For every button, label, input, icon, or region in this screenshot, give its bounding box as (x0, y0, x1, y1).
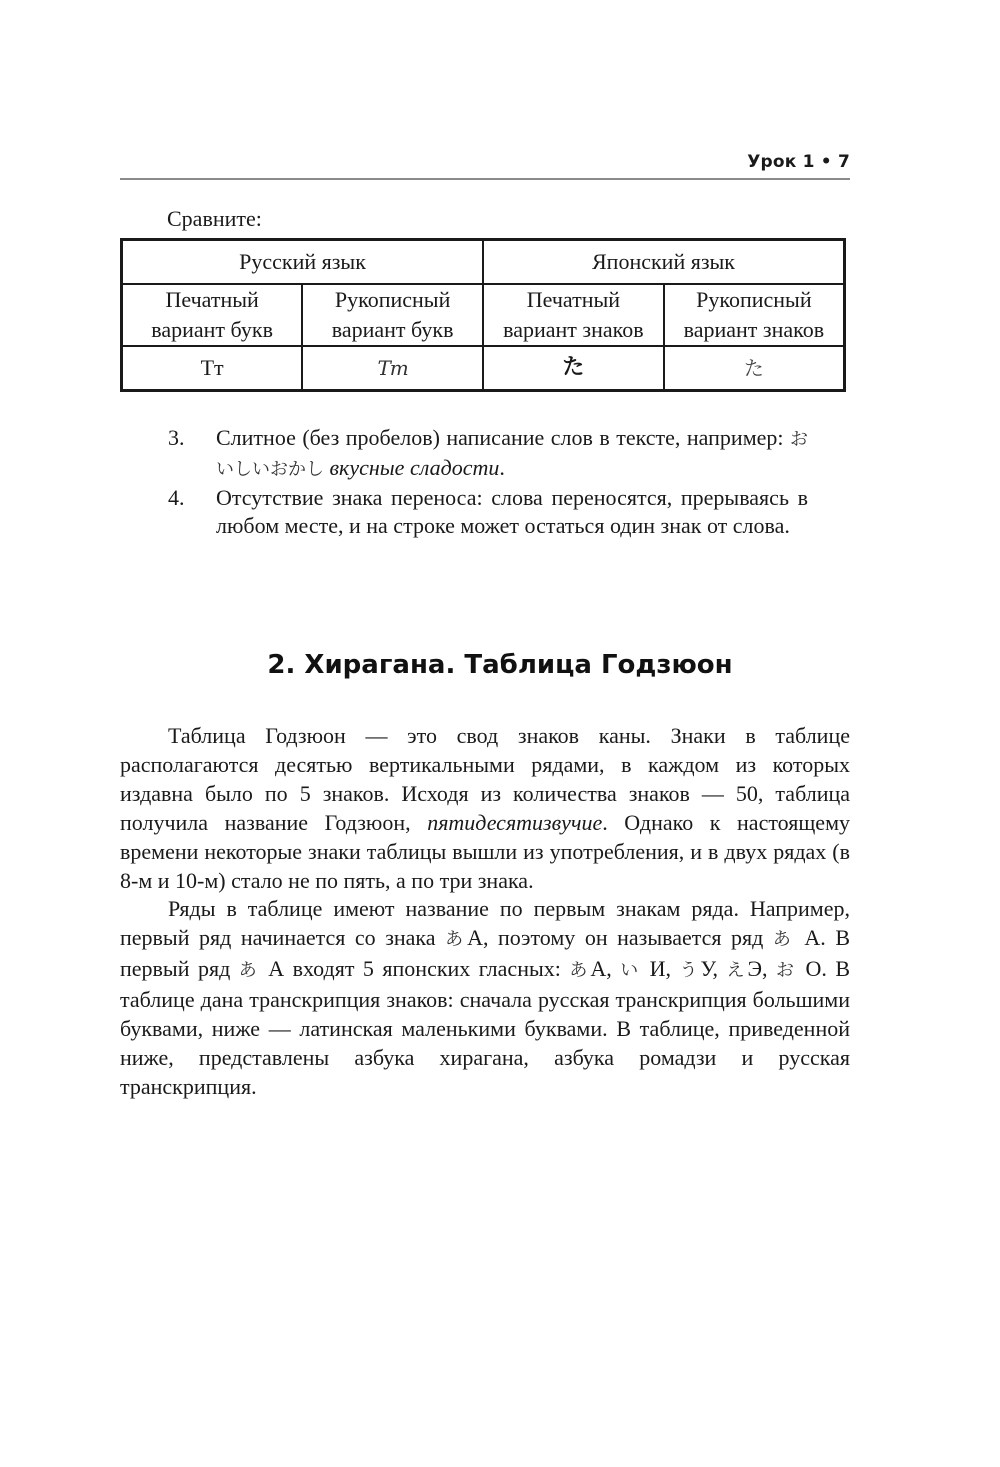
column-header-line1: Печатный (165, 287, 259, 312)
paragraph-text: Ряды в таблице имеют название по первым знакам ряда. Например, первый ряд начинается со знака (120, 896, 850, 950)
paragraph-text: А. В первый ряд (120, 925, 851, 981)
kana-glyph: あ (569, 960, 591, 981)
paragraph-text: . Однако к настоящему времени некоторые знаки таблицы вышли из употребления, и в двух рядах (в 8-м и 10-м) стало не по пять, а по три знака. (120, 810, 850, 893)
table-row (122, 346, 845, 391)
column-header-line2: вариант букв (331, 317, 454, 342)
paragraph-italic: пятидесятизвучие (427, 810, 603, 835)
column-header-line1: Печатный (526, 287, 621, 312)
list-item-text (216, 424, 808, 484)
paragraph-text: У, (700, 956, 727, 981)
compare-label: Сравните: (167, 206, 262, 231)
paragraph (120, 721, 850, 895)
kana-glyph: う (679, 960, 701, 981)
paragraph-text: Таблица Годзюон — это свод знаков каны. Знаки в таблице располагаются десятью вертикальными рядами, в каждом из которых издавна было по 5 знаков. Исходя из количества знаков — 50, таблица получила название Годзюон, (120, 723, 850, 835)
column-header-line2: вариант букв (151, 317, 273, 342)
cell-russian-print: Тт (122, 346, 303, 391)
cell-japanese-print: た (483, 346, 664, 391)
table-group-header-row (122, 240, 845, 285)
column-header-line1: Рукописный (334, 287, 451, 312)
kana-glyph: お (776, 960, 797, 981)
paragraph-text: О. В таблице дана транскрипция знаков: сначала русская транскрипция большими буквами, ниже — латинская маленькими буквами. В таблице, приведенной ниже, представлены азбука хирагана, азбука ромадзи и русская транскрипция. (120, 956, 851, 1099)
column-header-line1: Рукописный (696, 287, 812, 312)
example-translation: вкусные сладости (329, 455, 500, 480)
table-column-header-row (122, 284, 845, 346)
column-header (483, 284, 664, 346)
list-number: 3. (168, 425, 185, 450)
column-header-line2: вариант знаков (503, 317, 644, 342)
paragraph-text: А, (590, 956, 621, 981)
column-header (302, 284, 483, 346)
kana-glyph: い (620, 960, 642, 981)
paragraph-text: А входят 5 японских гласных: (259, 956, 570, 981)
group-header-japanese: Японский язык (483, 240, 845, 285)
section-heading: 2. Хирагана. Таблица Годзюон (267, 650, 733, 680)
column-header-line2: вариант знаков (683, 317, 825, 342)
kana-glyph: え (726, 960, 748, 981)
paragraph-text: А, поэтому он называется ряд (467, 925, 773, 950)
kana-glyph: あ (772, 929, 795, 950)
list-text: Слитное (без пробелов) написание слов в тексте, например: (216, 425, 790, 450)
column-header (122, 284, 303, 346)
kana-glyph: あ (238, 960, 260, 981)
paragraph-text: И, (641, 956, 680, 981)
kana-glyph: あ (445, 929, 468, 950)
paragraph (120, 894, 850, 1101)
column-header (664, 284, 845, 346)
list-item (168, 424, 808, 484)
feature-list (168, 424, 808, 540)
japanese-example: おいしいおかし (216, 429, 808, 480)
running-head (120, 150, 850, 180)
paragraph-text: Э, (747, 956, 777, 981)
page-number-label: Урок 1 • 7 (747, 152, 850, 172)
list-number: 4. (168, 485, 185, 510)
comparison-table (120, 238, 846, 392)
cell-russian-handwritten: Тт (302, 346, 483, 391)
list-item (168, 484, 808, 540)
list-text: . (499, 455, 505, 480)
list-item-text: Отсутствие знака переноса: слова переносятся, прерываясь в любом месте, и на строке может остаться один знак от слова. (216, 485, 808, 538)
group-header-russian: Русский язык (122, 240, 484, 285)
cell-japanese-handwritten: た (664, 346, 845, 391)
